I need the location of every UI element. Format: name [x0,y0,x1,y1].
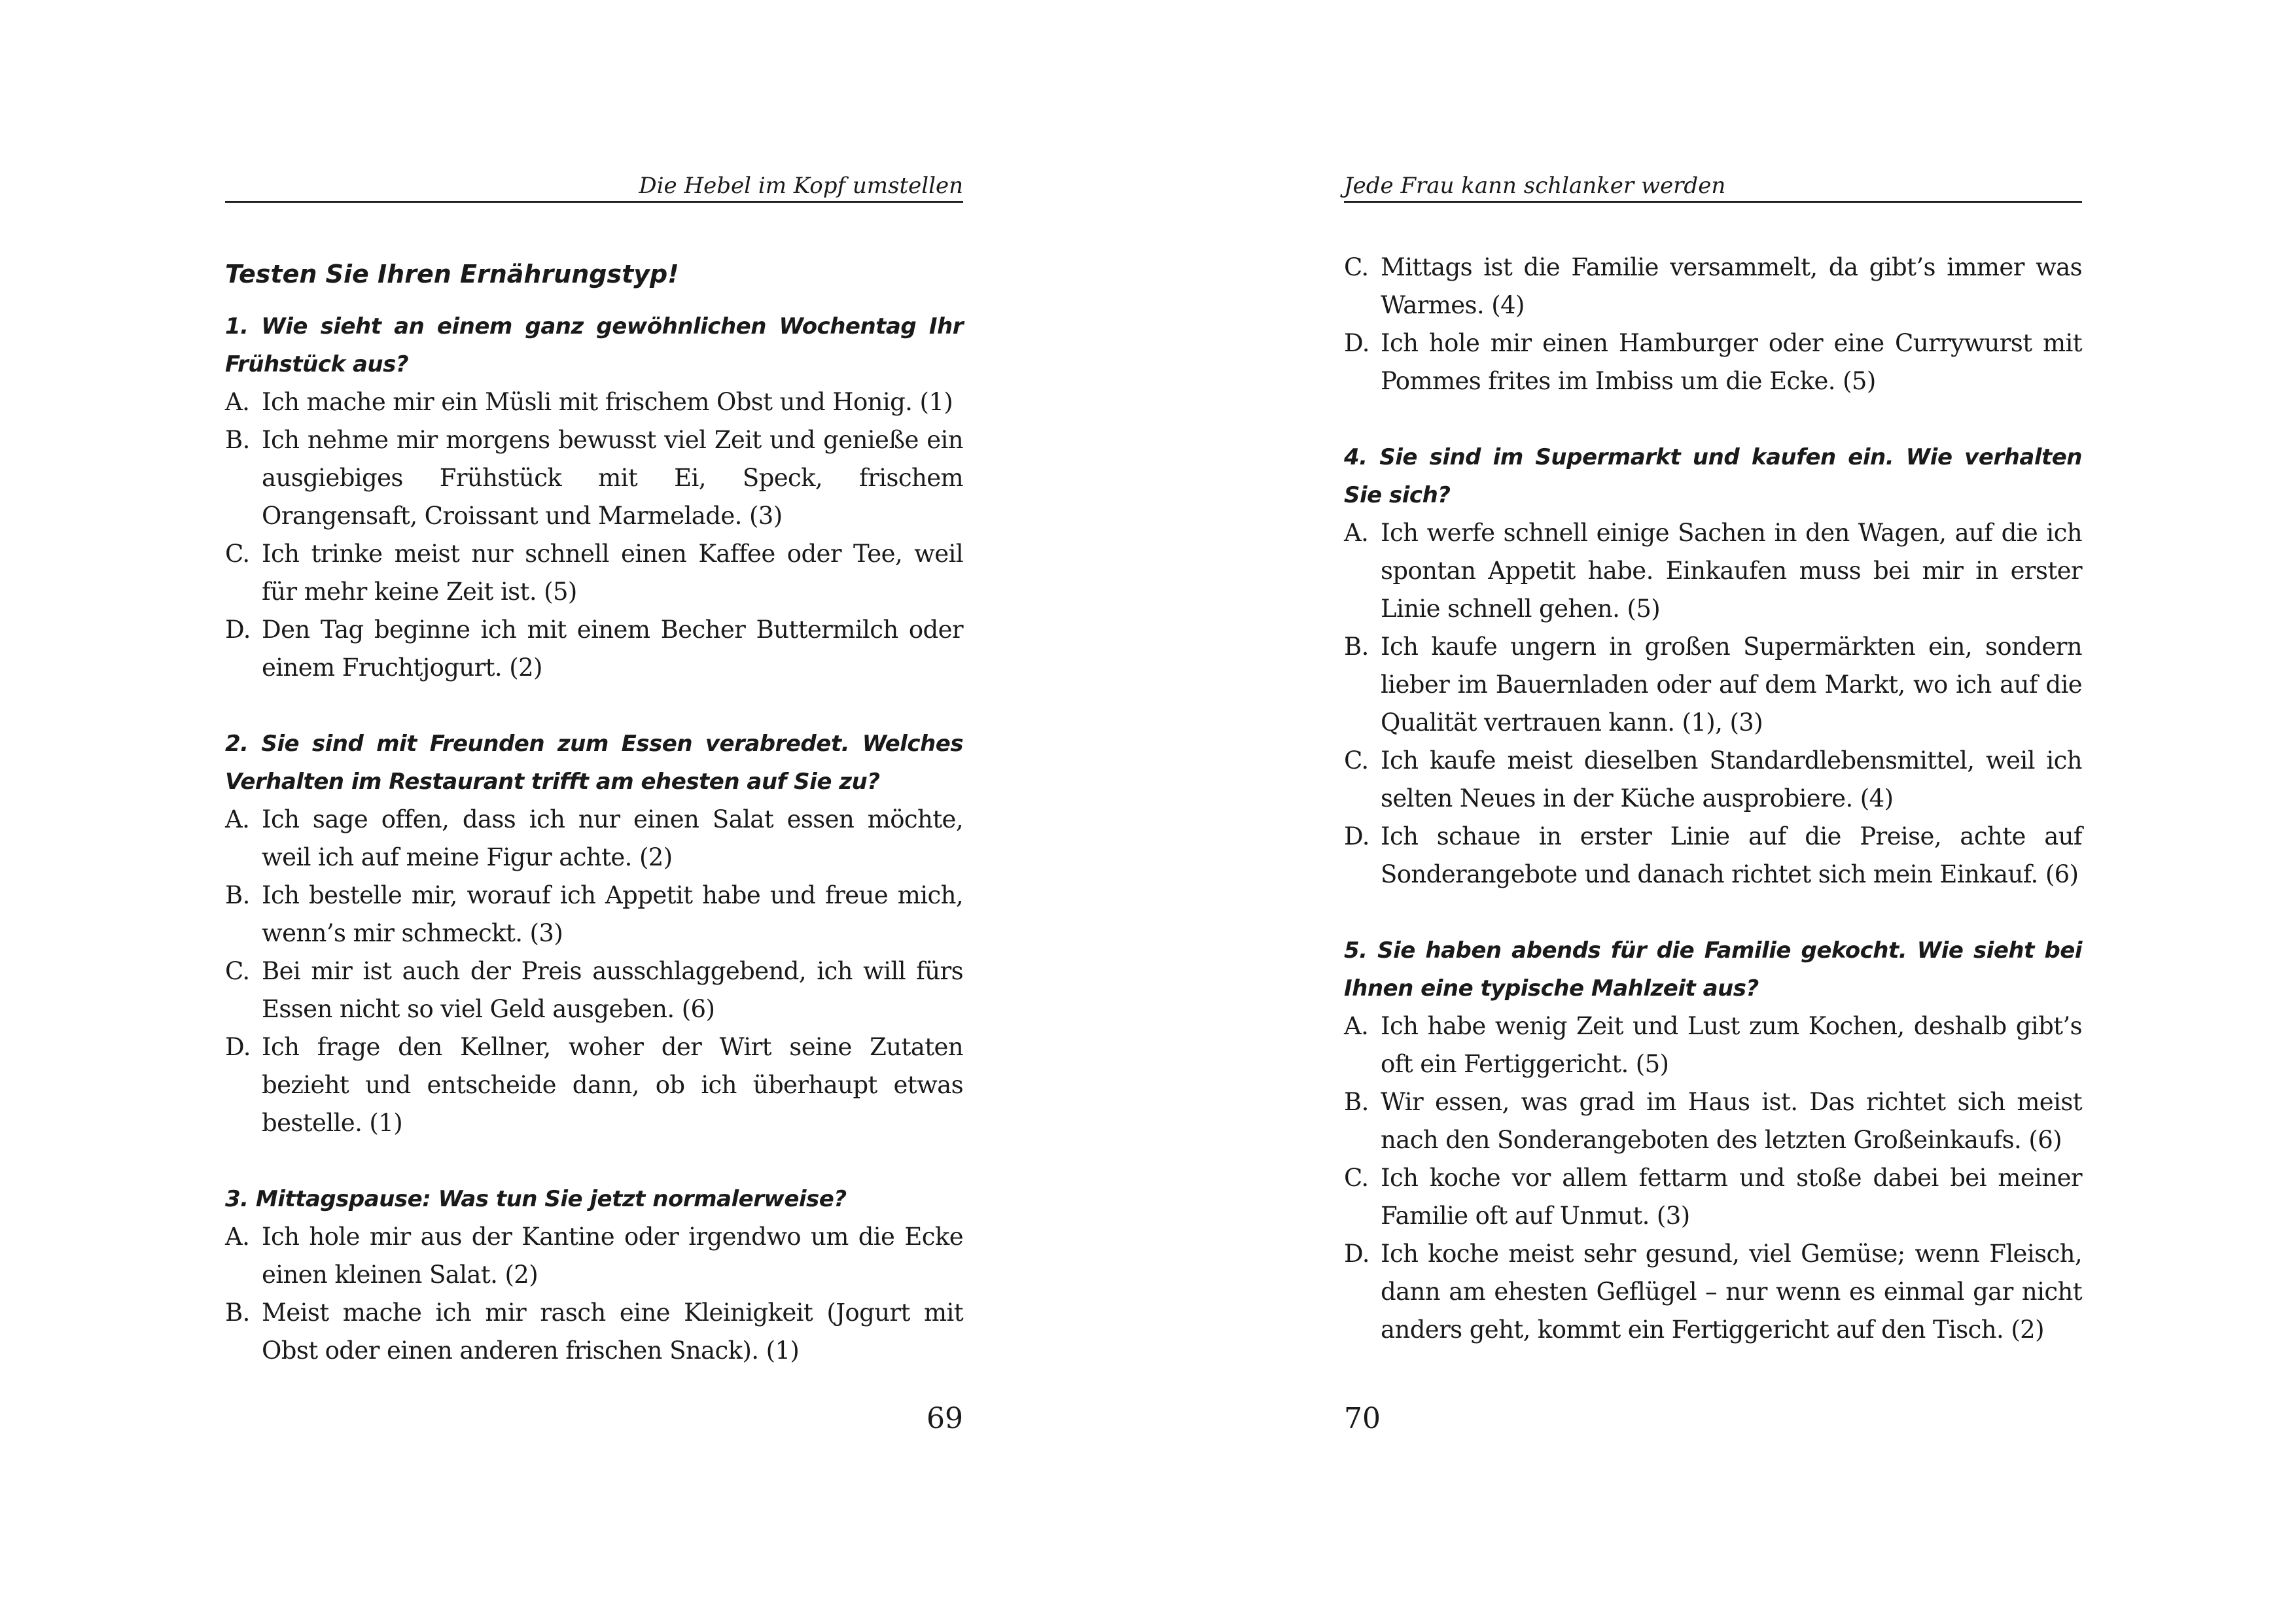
option-text: Wir essen, was grad im Haus ist. Das richtet sich meist nach den Sonderangeboten des letzten Großeinkaufs. (6) [1381,1088,2082,1154]
option-letter: D. [225,616,251,644]
option-text: Ich nehme mir morgens bewusst viel Zeit und genieße ein ausgiebiges Frühstück mit Ei, Speck, frischem Orangensaft, Croissant und Marmelade. (3) [262,426,963,530]
option-letter: B. [1344,1088,1369,1116]
question-text: 1. Wie sieht an einem ganz gewöhnlichen Wochentag Ihr Frühstück aus? [225,313,963,377]
question-3 [225,1180,963,1370]
question-4 [1344,438,2082,894]
option-letter: D. [225,1033,251,1061]
option-letter: A. [225,388,250,416]
question-text: 4. Sie sind im Supermarkt und kaufen ein. Wie verhalten Sie sich? [1344,444,2082,508]
page-content [1344,249,2082,1349]
option-text: Ich kaufe ungern in großen Supermärkten ein, sondern lieber im Bauernladen oder auf dem Markt, wo ich auf die Qualität vertrauen kann. (1), (3) [1381,633,2082,737]
question-text: 5. Sie haben abends für die Familie gekocht. Wie sieht bei Ihnen eine typische Mahlzeit aus? [1344,937,2082,1002]
option-text: Ich mache mir ein Müsli mit frischem Obst und Honig. (1) [262,388,953,416]
option-text: Ich frage den Kellner, woher der Wirt seine Zutaten bezieht und entscheide dann, ob ich überhaupt etwas bestelle. (1) [262,1033,963,1137]
answer-option [1344,1159,2082,1235]
header-rule [1344,201,2082,203]
option-text: Ich koche vor allem fettarm und stoße dabei bei meiner Familie oft auf Unmut. (3) [1381,1164,2082,1230]
answer-option [1344,324,2082,400]
right-page [1148,0,2296,1623]
option-text: Ich schaue in erster Linie auf die Preise, achte auf Sonderangebote und danach richtet sich mein Einkauf. (6) [1381,822,2082,888]
option-text: Ich habe wenig Zeit und Lust zum Kochen, deshalb gibt’s oft ein Fertiggericht. (5) [1381,1012,2082,1078]
option-letter: A. [1344,519,1369,547]
answer-option [225,1028,963,1142]
option-letter: C. [225,540,250,568]
option-text: Ich hole mir einen Hamburger oder eine Currywurst mit Pommes frites im Imbiss um die Ecke. (5) [1381,329,2082,395]
answer-option [225,1294,963,1370]
option-text: Den Tag beginne ich mit einem Becher Buttermilch oder einem Fruchtjogurt. (2) [262,616,963,682]
question-text: 3. Mittagspause: Was tun Sie jetzt normalerweise? [225,1186,847,1212]
option-letter: B. [225,881,250,909]
option-text: Ich bestelle mir, worauf ich Appetit habe und freue mich, wenn’s mir schmeckt. (3) [262,881,963,947]
option-text: Ich kaufe meist dieselben Standardlebensmittel, weil ich selten Neues in der Küche ausprobiere. (4) [1381,746,2082,812]
answer-option [1344,818,2082,894]
question-5 [1344,932,2082,1349]
answer-option [225,877,963,952]
answer-option [1344,249,2082,324]
question-text: 2. Sie sind mit Freunden zum Essen verabredet. Welches Verhalten im Restaurant trifft am ehesten auf Sie zu? [225,731,963,795]
header-rule [225,201,963,203]
option-letter: C. [1344,746,1369,775]
option-letter: B. [225,426,250,454]
option-text: Bei mir ist auch der Preis ausschlaggebend, ich will fürs Essen nicht so viel Geld ausgeben. (6) [262,957,963,1023]
option-text: Ich koche meist sehr gesund, viel Gemüse; wenn Fleisch, dann am ehesten Geflügel – nur wenn es einmal gar nicht anders geht, kommt ein Fertiggericht auf den Tisch. (2) [1381,1240,2082,1344]
option-letter: C. [1344,1164,1369,1192]
page-number: 69 [927,1402,963,1435]
option-letter: D. [1344,329,1369,357]
answer-option [225,535,963,611]
answer-option [1344,742,2082,818]
page-content [225,249,963,1370]
answer-option [1344,1235,2082,1349]
option-letter: D. [1344,822,1369,850]
option-text: Mittags ist die Familie versammelt, da gibt’s immer was Warmes. (4) [1381,253,2082,319]
answer-option [1344,1007,2082,1083]
answer-option [225,1218,963,1294]
answer-option [1344,628,2082,742]
option-letter: A. [1344,1012,1369,1040]
question-1 [225,307,963,687]
answer-option [225,421,963,535]
option-letter: B. [225,1299,250,1327]
question-3-continued [1344,249,2082,400]
question-2 [225,725,963,1142]
option-letter: D. [1344,1240,1369,1268]
option-letter: B. [1344,633,1369,661]
answer-option [225,383,963,421]
answer-option [1344,514,2082,628]
option-letter: A. [225,805,250,833]
option-text: Meist mache ich mir rasch eine Kleinigkeit (Jogurt mit Obst oder einen anderen frischen Snack). (1) [262,1299,963,1365]
option-text: Ich werfe schnell einige Sachen in den Wagen, auf die ich spontan Appetit habe. Einkaufen muss bei mir in erster Linie schnell gehen. (5) [1381,519,2082,623]
option-text: Ich sage offen, dass ich nur einen Salat essen möchte, weil ich auf meine Figur achte. (2) [262,805,963,871]
answer-option [225,801,963,877]
option-text: Ich trinke meist nur schnell einen Kaffee oder Tee, weil für mehr keine Zeit ist. (5) [262,540,963,606]
running-head: Die Hebel im Kopf umstellen [639,173,963,199]
page-number: 70 [1344,1402,1381,1435]
answer-option [225,952,963,1028]
answer-option [1344,1083,2082,1159]
section-title: Testen Sie Ihren Ernährungstyp! [225,260,679,288]
running-head: Jede Frau kann schlanker werden [1344,173,1726,199]
answer-option [225,611,963,687]
option-letter: C. [1344,253,1369,281]
option-text: Ich hole mir aus der Kantine oder irgendwo um die Ecke einen kleinen Salat. (2) [262,1223,963,1289]
option-letter: A. [225,1223,250,1251]
option-letter: C. [225,957,250,985]
